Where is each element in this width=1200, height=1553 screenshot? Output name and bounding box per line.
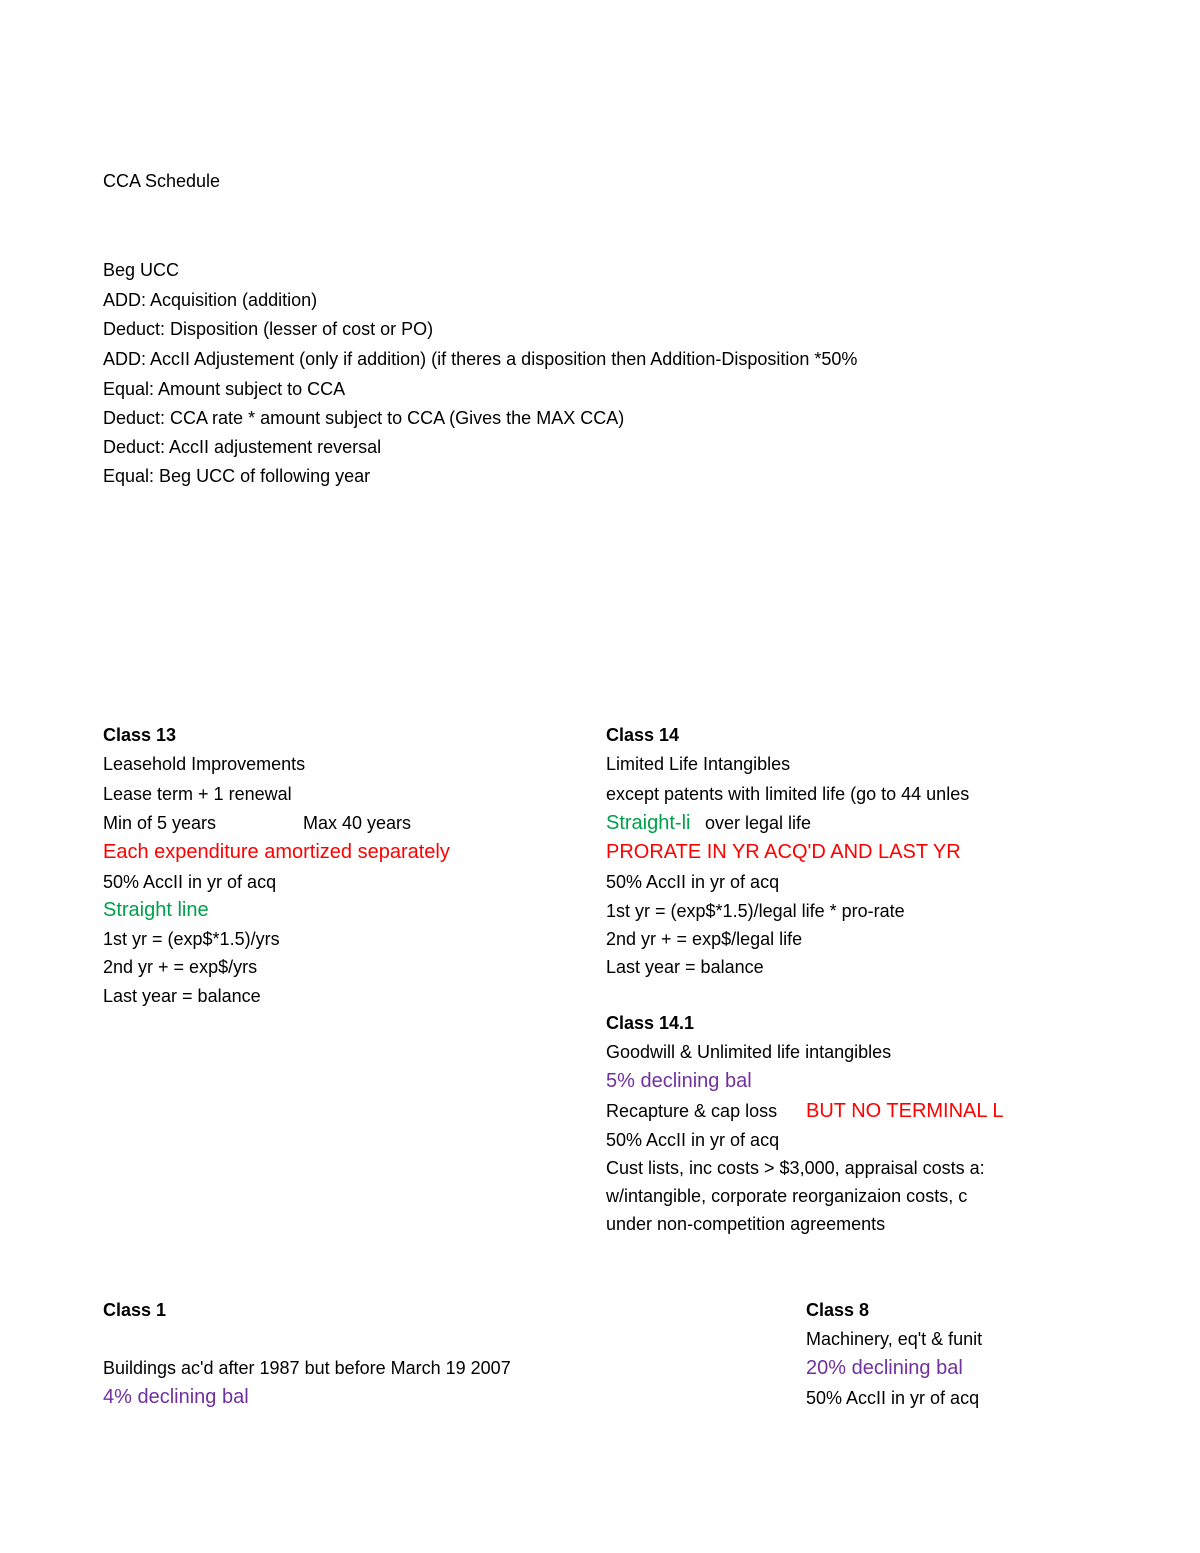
class-1-heading: Class 1 (103, 1300, 167, 1320)
class-13-min: Min of 5 years (103, 813, 217, 833)
class-14-note: PRORATE IN YR ACQ'D AND LAST YR (606, 841, 961, 863)
class-14-first-year: 1st yr = (exp$*1.5)/legal life * pro-rate (606, 901, 905, 921)
class-8-accii: 50% AccII in yr of acq (806, 1388, 980, 1408)
schedule-step: ADD: Acquisition (addition) (103, 290, 318, 310)
class-13-heading: Class 13 (103, 725, 177, 745)
class-13-max: Max 40 years (303, 813, 412, 833)
schedule-step: ADD: AccII Adjustement (only if addition) (if theres a disposition then Addition-Disposition *50% (103, 349, 858, 369)
class-8-rate: 20% declining bal (806, 1357, 963, 1379)
class-14-1-line-2: w/intangible, corporate reorganizaion costs, c (606, 1186, 968, 1206)
class-14-1-no-terminal: BUT NO TERMINAL L (806, 1100, 1004, 1122)
class-13-term: Lease term + 1 renewal (103, 784, 292, 804)
class-14-method: Straight-li (606, 812, 691, 834)
schedule-step: Beg UCC (103, 260, 180, 280)
class-1-rate: 4% declining bal (103, 1386, 249, 1408)
page-title: CCA Schedule (103, 171, 221, 191)
class-13-accii: 50% AccII in yr of acq (103, 872, 277, 892)
class-14-1-line-1: Cust lists, inc costs > $3,000, appraisal costs a: (606, 1158, 985, 1178)
class-14-description: Limited Life Intangibles (606, 754, 791, 774)
schedule-step: Deduct: CCA rate * amount subject to CCA (Gives the MAX CCA) (103, 408, 625, 428)
class-14-heading: Class 14 (606, 725, 680, 745)
class-14-1-description: Goodwill & Unlimited life intangibles (606, 1042, 892, 1062)
class-14-last-year: Last year = balance (606, 957, 764, 977)
class-14-except: except patents with limited life (go to 44 unles (606, 784, 970, 804)
class-13-method: Straight line (103, 899, 209, 921)
class-14-method-rest: over legal life (705, 813, 812, 833)
schedule-step: Equal: Beg UCC of following year (103, 466, 371, 486)
class-13-first-year: 1st yr = (exp$*1.5)/yrs (103, 929, 280, 949)
class-14-1-rate: 5% declining bal (606, 1070, 752, 1092)
class-14-accii: 50% AccII in yr of acq (606, 872, 780, 892)
schedule-step: Equal: Amount subject to CCA (103, 379, 346, 399)
class-1-description: Buildings ac'd after 1987 but before March 19 2007 (103, 1358, 511, 1378)
class-13-last-year: Last year = balance (103, 986, 261, 1006)
class-8-heading: Class 8 (806, 1300, 870, 1320)
class-13-second-year: 2nd yr + = exp$/yrs (103, 957, 258, 977)
schedule-step: Deduct: AccII adjustement reversal (103, 437, 382, 457)
class-14-second-year: 2nd yr + = exp$/legal life (606, 929, 803, 949)
class-14-1-line-3: under non-competition agreements (606, 1214, 886, 1234)
class-13-description: Leasehold Improvements (103, 754, 306, 774)
class-13-note: Each expenditure amortized separately (103, 841, 450, 863)
class-8-description: Machinery, eq't & funit (806, 1329, 983, 1349)
class-14-1-heading: Class 14.1 (606, 1013, 695, 1033)
class-14-1-accii: 50% AccII in yr of acq (606, 1130, 780, 1150)
class-14-1-recapture: Recapture & cap loss (606, 1101, 778, 1121)
schedule-step: Deduct: Disposition (lesser of cost or PO) (103, 319, 434, 339)
